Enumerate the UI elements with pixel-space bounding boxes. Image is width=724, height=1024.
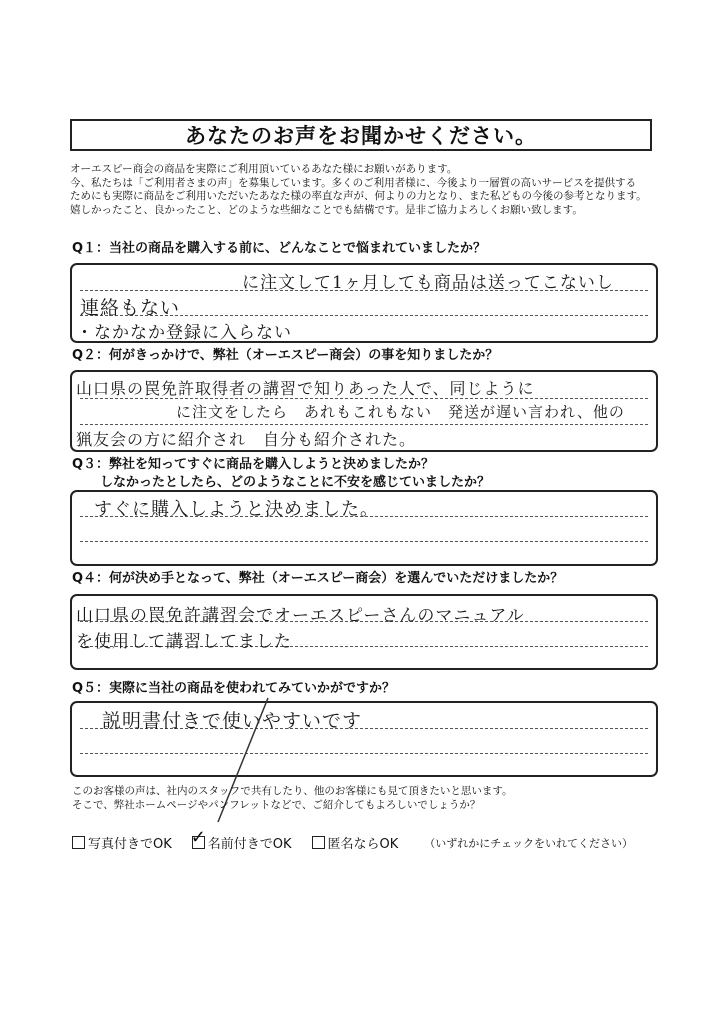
check-mark-icon: ✓	[190, 827, 206, 848]
name-checkbox[interactable]	[190, 827, 206, 849]
page-title: あなたのお声をお聞かせください。	[70, 119, 652, 151]
answer-1-line-2: 連絡もない	[80, 297, 181, 319]
intro-line: 今、私たちは「ご利用者さまの声」を募集しています。多くのご利用者様に、今後より一層質の高いサービスを提供する	[70, 176, 637, 189]
consent-line: そこで、弊社ホームページやパンフレットなどで、ご紹介してもよろしいでしょうか？	[72, 799, 481, 811]
question-3-label: Q３：弊社を知ってすぐに商品を購入しようと決めましたか？	[72, 457, 435, 472]
question-1-label: Q１：当社の商品を購入する前に、どんなことで悩まれていましたか？	[72, 241, 487, 256]
answer-4-line-2: を使用して講習してました	[76, 632, 292, 652]
answer-2-line-3: 猟友会の方に紹介され 自分も紹介された。	[76, 430, 417, 449]
intro-line: ためにも実際に商品をご利用いただいたあなた様の率直な声が、何よりの力となり、また私どもの今後の参考となります。	[70, 190, 647, 202]
option-photo-label: 写真付きでOK	[88, 837, 172, 852]
intro-line: オーエスピー商会の商品を実際にご利用頂いているあなた様にお願いがあります。	[70, 163, 458, 175]
photo-checkbox[interactable]	[72, 836, 85, 849]
instruction-note: （いずれかにチェックをいれてください）	[424, 836, 633, 850]
option-name[interactable]	[190, 827, 292, 852]
option-anon[interactable]	[312, 833, 399, 852]
question-3-sublabel: しなかったとしたら、どのようなことに不安を感じていましたか？	[100, 475, 491, 490]
anon-checkbox[interactable]	[312, 836, 325, 849]
consent-line: このお客様の声は、社内のスタッフで共有したり、他のお客様にも見て頂きたいと思います。	[72, 785, 513, 797]
question-5-label: Q５：実際に当社の商品を使われてみていかがですか？	[72, 681, 396, 696]
answer-1-line-3: ・なかなか登録に入らない	[76, 323, 292, 343]
option-anon-label: 匿名ならOK	[327, 837, 399, 852]
intro-line: 嬉しかったこと、良かったこと、どのような些細なことでも結構です。是非ご協力よろしくお願い致します。	[70, 203, 583, 216]
consent-text	[72, 784, 512, 812]
question-2-label: Q２：何がきっかけで、弊社（オーエスピー商会）の事を知りましたか？	[72, 348, 499, 363]
answer-1-line-1: に注文して1ヶ月しても商品は送ってこないし	[242, 273, 614, 293]
option-photo[interactable]	[72, 833, 172, 852]
answer-3-line-1: すぐに購入しようと決めました。	[94, 499, 379, 520]
answer-2-line-2: に注文をしたら あれもこれもない 発送が遅い言われ、他の	[176, 403, 625, 421]
answer-2-line-1: 山口県の罠免許取得者の講習で知りあった人で、同じように	[76, 379, 535, 398]
answer-4-line-1: 山口県の罠免許講習会でオーエスピーさんのマニュアル	[76, 606, 525, 626]
option-name-label: 名前付きでOK	[207, 837, 292, 852]
answer-5-line-1: 説明書付きで使いやすいです	[102, 710, 363, 732]
question-4-label: Q４：何が決め手となって、弊社（オーエスピー商会）を選んでいただけましたか？	[72, 571, 564, 586]
consent-options	[72, 827, 672, 852]
